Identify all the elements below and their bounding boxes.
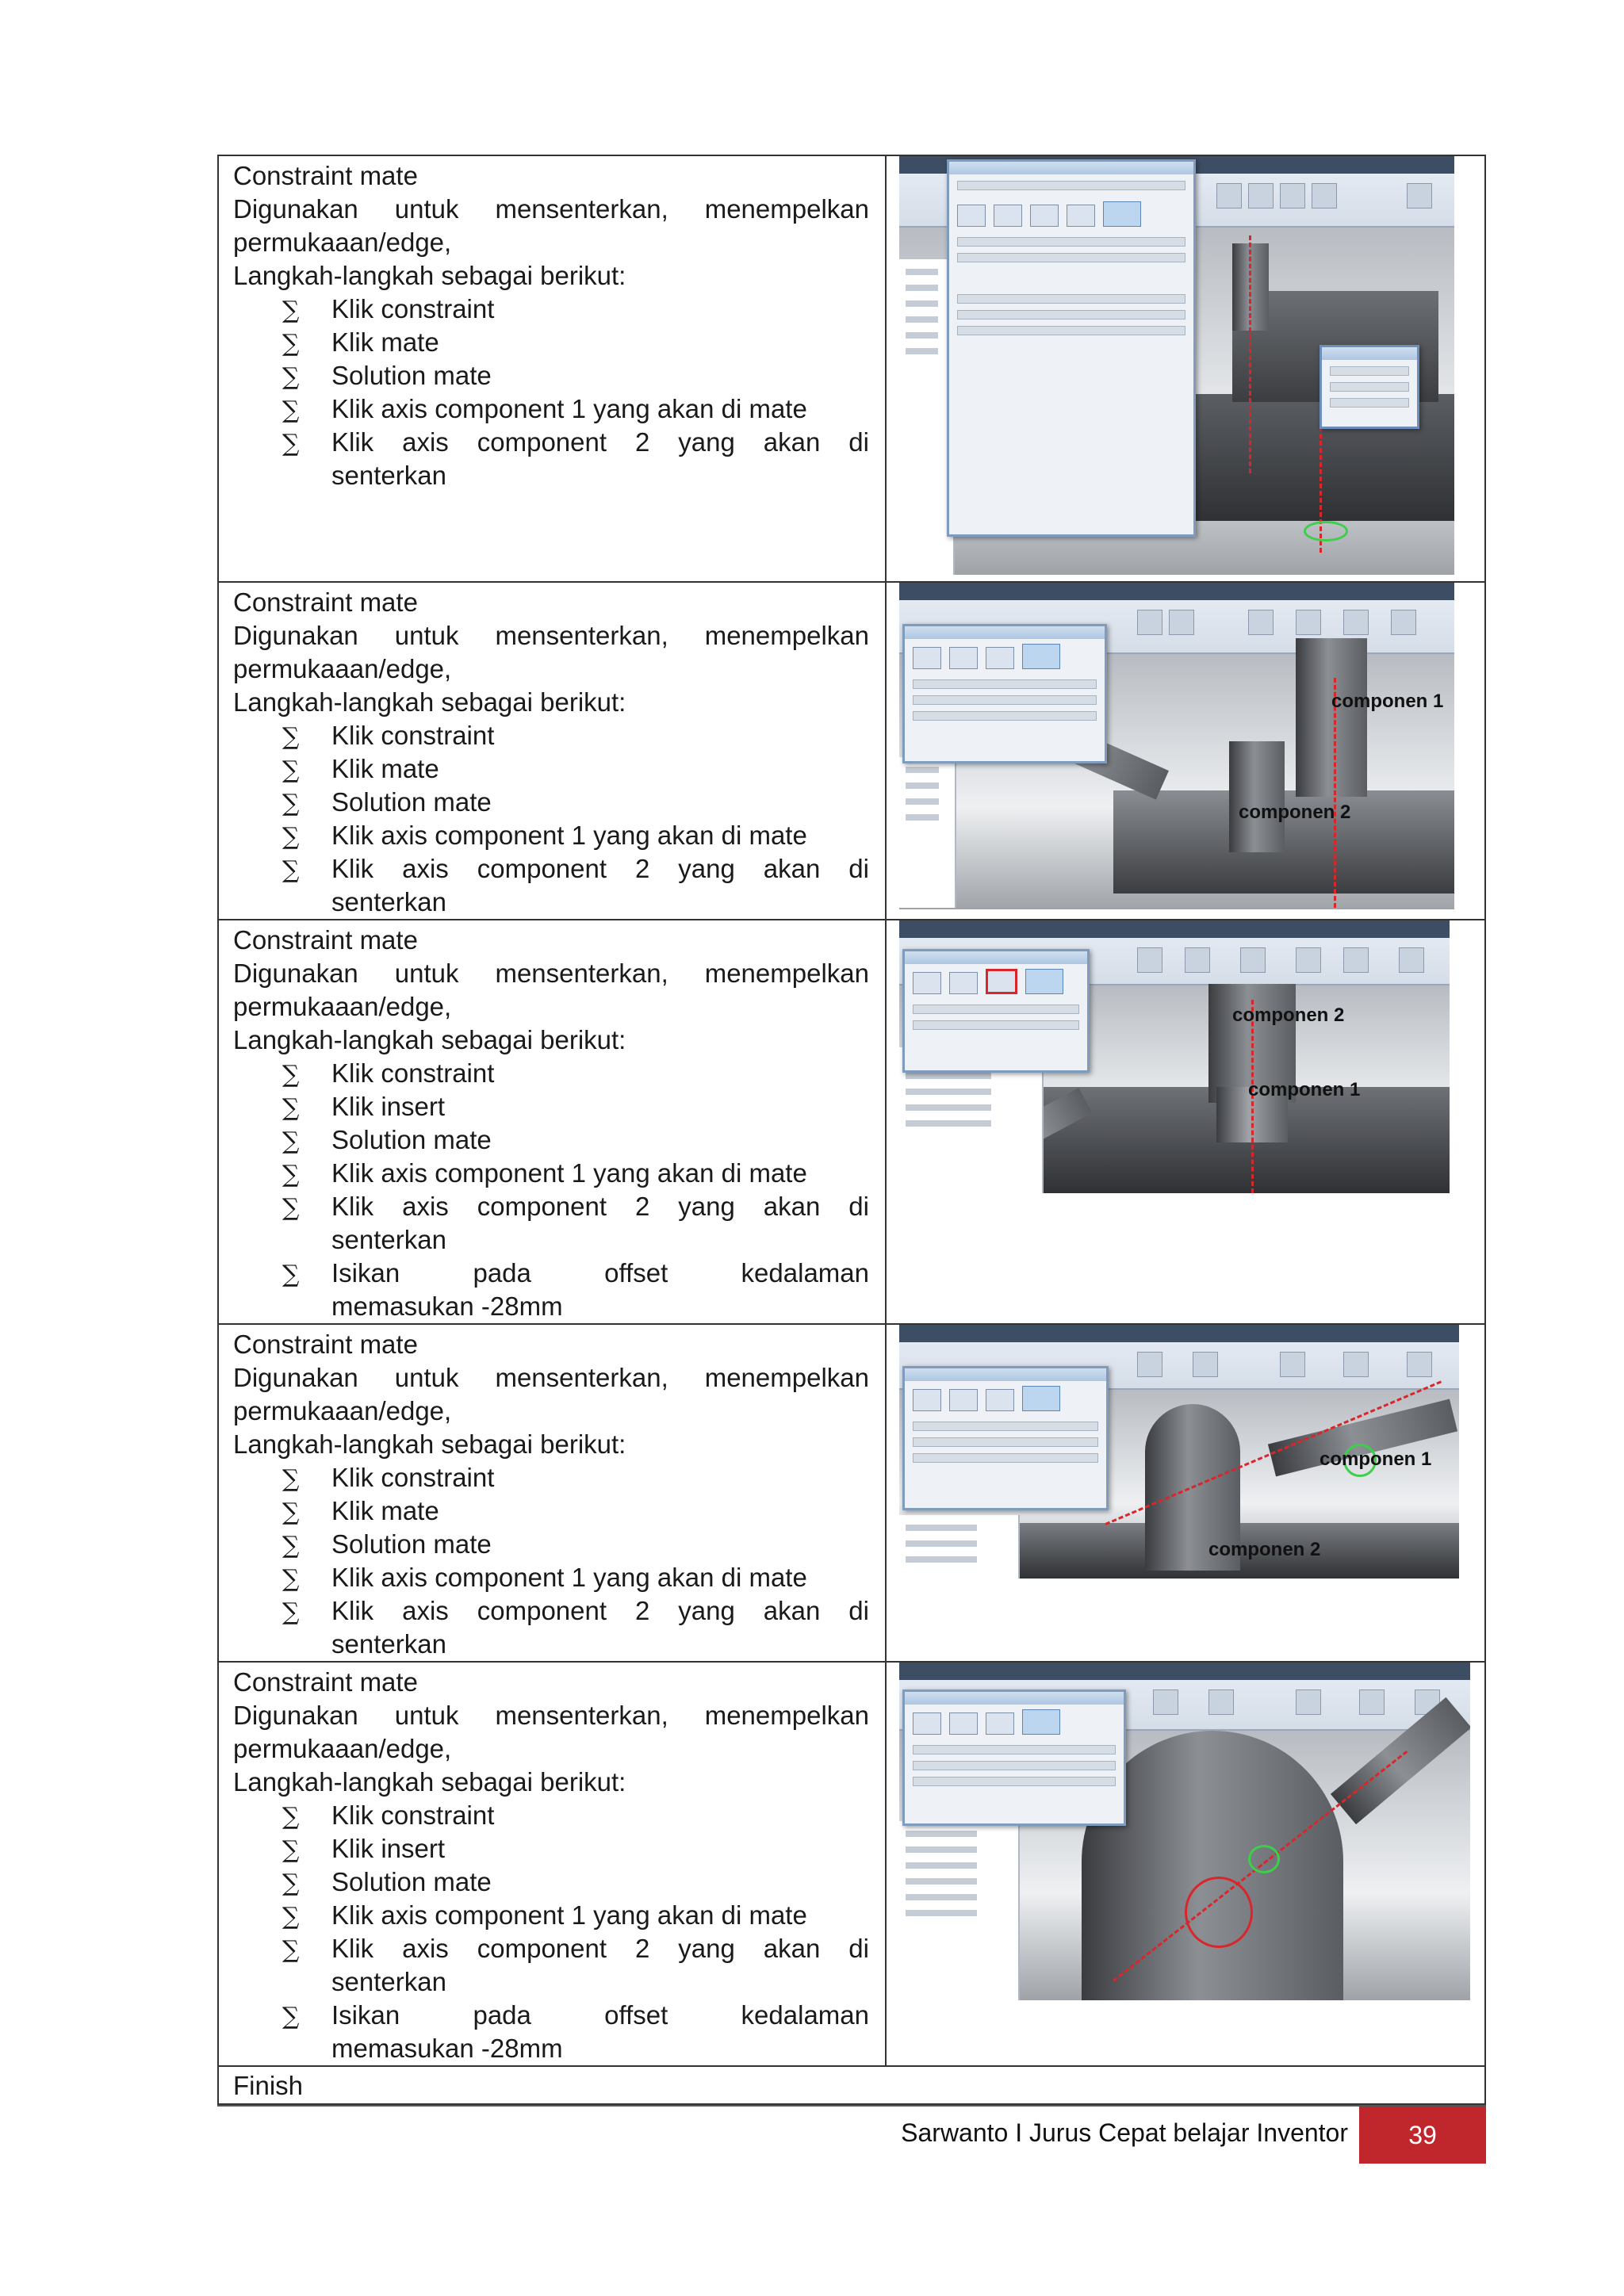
finish-cell: Finish xyxy=(218,2066,1485,2104)
row-description-cont: permukaaan/edge, xyxy=(233,654,452,683)
row-description-cont: permukaaan/edge, xyxy=(233,228,452,257)
step-row xyxy=(218,582,1485,920)
sigma-bullet-icon: ∑ xyxy=(282,330,300,358)
step-list xyxy=(233,293,869,492)
sigma-bullet-icon: ∑ xyxy=(282,396,300,424)
sigma-bullet-icon: ∑ xyxy=(282,823,300,851)
row-title: Constraint mate xyxy=(233,1330,418,1359)
row-title: Constraint mate xyxy=(233,587,418,617)
step-row xyxy=(218,920,1485,1324)
step-item: ∑ Klik axis component 1 yang akan di mate xyxy=(233,1157,869,1190)
step-item: ∑ Klik axis component 1 yang akan di mate xyxy=(233,1561,869,1594)
step-list xyxy=(233,1461,869,1661)
step-text-cell xyxy=(218,920,886,1324)
step-item: ∑ Klik axis component 1 yang akan di mate xyxy=(233,392,869,426)
steps-intro: Langkah-langkah sebagai berikut: xyxy=(233,1429,626,1459)
sigma-bullet-icon: ∑ xyxy=(282,1903,300,1931)
sigma-bullet-icon: ∑ xyxy=(282,1936,300,1964)
row-description: Digunakan untuk mensenterkan, menempelkan xyxy=(233,1363,869,1392)
step-list xyxy=(233,1057,869,1323)
screenshot-cell xyxy=(886,155,1485,582)
sigma-bullet-icon: ∑ xyxy=(282,1532,300,1559)
steps-intro: Langkah-langkah sebagai berikut: xyxy=(233,1025,626,1054)
component-label: componen 1 xyxy=(1331,691,1444,712)
footer-title: Sarwanto I Jurus Cepat belajar Inventor xyxy=(901,2118,1348,2147)
step-item: ∑ Klik axis component 2 yang akan di senterkan xyxy=(282,1192,869,1254)
step-item: ∑ Klik constraint xyxy=(233,1461,869,1494)
component-label: componen 2 xyxy=(1232,1004,1345,1026)
place-constraint-dialog xyxy=(902,1366,1109,1510)
place-constraint-dialog xyxy=(902,949,1090,1073)
step-item: ∑ Klik axis component 2 yang akan di senterkan xyxy=(282,1596,869,1659)
inventor-screenshot xyxy=(899,1663,1470,2000)
step-item: ∑ Klik insert xyxy=(233,1090,869,1123)
sigma-bullet-icon: ∑ xyxy=(282,1803,300,1831)
row-description: Digunakan untuk mensenterkan, menempelkan xyxy=(233,621,869,650)
sigma-bullet-icon: ∑ xyxy=(282,723,300,751)
sigma-bullet-icon: ∑ xyxy=(282,297,300,324)
row-description-cont: permukaaan/edge, xyxy=(233,992,452,1021)
sigma-bullet-icon: ∑ xyxy=(282,1127,300,1155)
step-item: ∑ Solution mate xyxy=(233,1123,869,1157)
sigma-bullet-icon: ∑ xyxy=(282,1261,300,1288)
row-description: Digunakan untuk mensenterkan, menempelkan xyxy=(233,959,869,988)
row-description-cont: permukaaan/edge, xyxy=(233,1734,452,1763)
step-item: ∑ Klik axis component 2 yang akan di senterkan xyxy=(282,1934,869,1996)
component-label: componen 2 xyxy=(1239,802,1351,823)
place-constraint-dialog xyxy=(902,624,1107,763)
step-item: ∑ Isikan pada offset kedalaman memasukan -28mm xyxy=(282,2000,869,2063)
step-list xyxy=(233,1799,869,2065)
inventor-screenshot xyxy=(899,156,1454,575)
sigma-bullet-icon: ∑ xyxy=(282,756,300,784)
sigma-bullet-icon: ∑ xyxy=(282,790,300,817)
sigma-bullet-icon: ∑ xyxy=(282,1498,300,1526)
step-item: ∑ Klik constraint xyxy=(233,719,869,752)
sigma-bullet-icon: ∑ xyxy=(282,1061,300,1089)
component-label: componen 1 xyxy=(1320,1448,1432,1470)
step-item: ∑ Klik insert xyxy=(233,1832,869,1866)
steps-intro: Langkah-langkah sebagai berikut: xyxy=(233,1767,626,1797)
row-title: Constraint mate xyxy=(233,1667,418,1697)
step-item: ∑ Solution mate xyxy=(233,1866,869,1899)
row-description: Digunakan untuk mensenterkan, menempelkan xyxy=(233,1701,869,1730)
row-title: Constraint mate xyxy=(233,925,418,955)
step-text-cell xyxy=(218,582,886,920)
step-text-cell xyxy=(218,1662,886,2066)
row-description-cont: permukaaan/edge, xyxy=(233,1396,452,1425)
step-text-cell xyxy=(218,155,886,582)
inventor-screenshot xyxy=(899,583,1454,909)
finish-row xyxy=(218,2066,1485,2104)
step-item: ∑ Solution mate xyxy=(233,359,869,392)
step-item: ∑ Klik axis component 1 yang akan di mate xyxy=(233,1899,869,1932)
step-row xyxy=(218,1662,1485,2066)
step-item: ∑ Klik constraint xyxy=(233,1057,869,1090)
sigma-bullet-icon: ∑ xyxy=(282,2003,300,2030)
step-item: ∑ Klik axis component 1 yang akan di mate xyxy=(233,819,869,852)
step-item: ∑ Solution mate xyxy=(233,1528,869,1561)
sigma-bullet-icon: ∑ xyxy=(282,1598,300,1626)
sigma-bullet-icon: ∑ xyxy=(282,1565,300,1593)
step-item: ∑ Klik mate xyxy=(233,752,869,786)
screenshot-cell xyxy=(886,1324,1485,1662)
step-item: ∑ Klik axis component 2 yang akan di senterkan xyxy=(282,427,869,490)
sigma-bullet-icon: ∑ xyxy=(282,1194,300,1222)
step-list xyxy=(233,719,869,919)
step-item: ∑ Klik mate xyxy=(233,1494,869,1528)
step-item: ∑ Klik constraint xyxy=(233,293,869,326)
step-row xyxy=(218,1324,1485,1662)
inventor-screenshot xyxy=(899,1325,1459,1578)
sigma-bullet-icon: ∑ xyxy=(282,1161,300,1188)
row-title: Constraint mate xyxy=(233,161,418,190)
steps-table xyxy=(217,155,1486,2105)
inventor-screenshot xyxy=(899,920,1450,1193)
sigma-bullet-icon: ∑ xyxy=(282,363,300,391)
page-number: 39 xyxy=(1359,2107,1486,2164)
steps-intro: Langkah-langkah sebagai berikut: xyxy=(233,261,626,290)
screenshot-cell xyxy=(886,1662,1485,2066)
sigma-bullet-icon: ∑ xyxy=(282,1094,300,1122)
sigma-bullet-icon: ∑ xyxy=(282,1869,300,1897)
sigma-bullet-icon: ∑ xyxy=(282,430,300,457)
step-row xyxy=(218,155,1485,582)
step-item: ∑ Klik axis component 2 yang akan di senterkan xyxy=(282,854,869,916)
sigma-bullet-icon: ∑ xyxy=(282,1836,300,1864)
step-item: ∑ Klik mate xyxy=(233,326,869,359)
step-text-cell xyxy=(218,1324,886,1662)
steps-intro: Langkah-langkah sebagai berikut: xyxy=(233,687,626,717)
footer-divider xyxy=(217,2105,1486,2107)
screenshot-cell xyxy=(886,920,1485,1324)
component-label: componen 2 xyxy=(1208,1539,1321,1560)
place-constraint-dialog xyxy=(947,159,1196,537)
row-description: Digunakan untuk mensenterkan, menempelkan xyxy=(233,194,869,224)
step-item: ∑ Klik constraint xyxy=(233,1799,869,1832)
step-item: ∑ Solution mate xyxy=(233,786,869,819)
step-item: ∑ Isikan pada offset kedalaman memasukan -28mm xyxy=(282,1258,869,1321)
sigma-bullet-icon: ∑ xyxy=(282,1465,300,1493)
screenshot-cell xyxy=(886,582,1485,920)
place-constraint-dialog xyxy=(902,1689,1126,1826)
component-label: componen 1 xyxy=(1248,1079,1361,1100)
sigma-bullet-icon: ∑ xyxy=(282,856,300,884)
